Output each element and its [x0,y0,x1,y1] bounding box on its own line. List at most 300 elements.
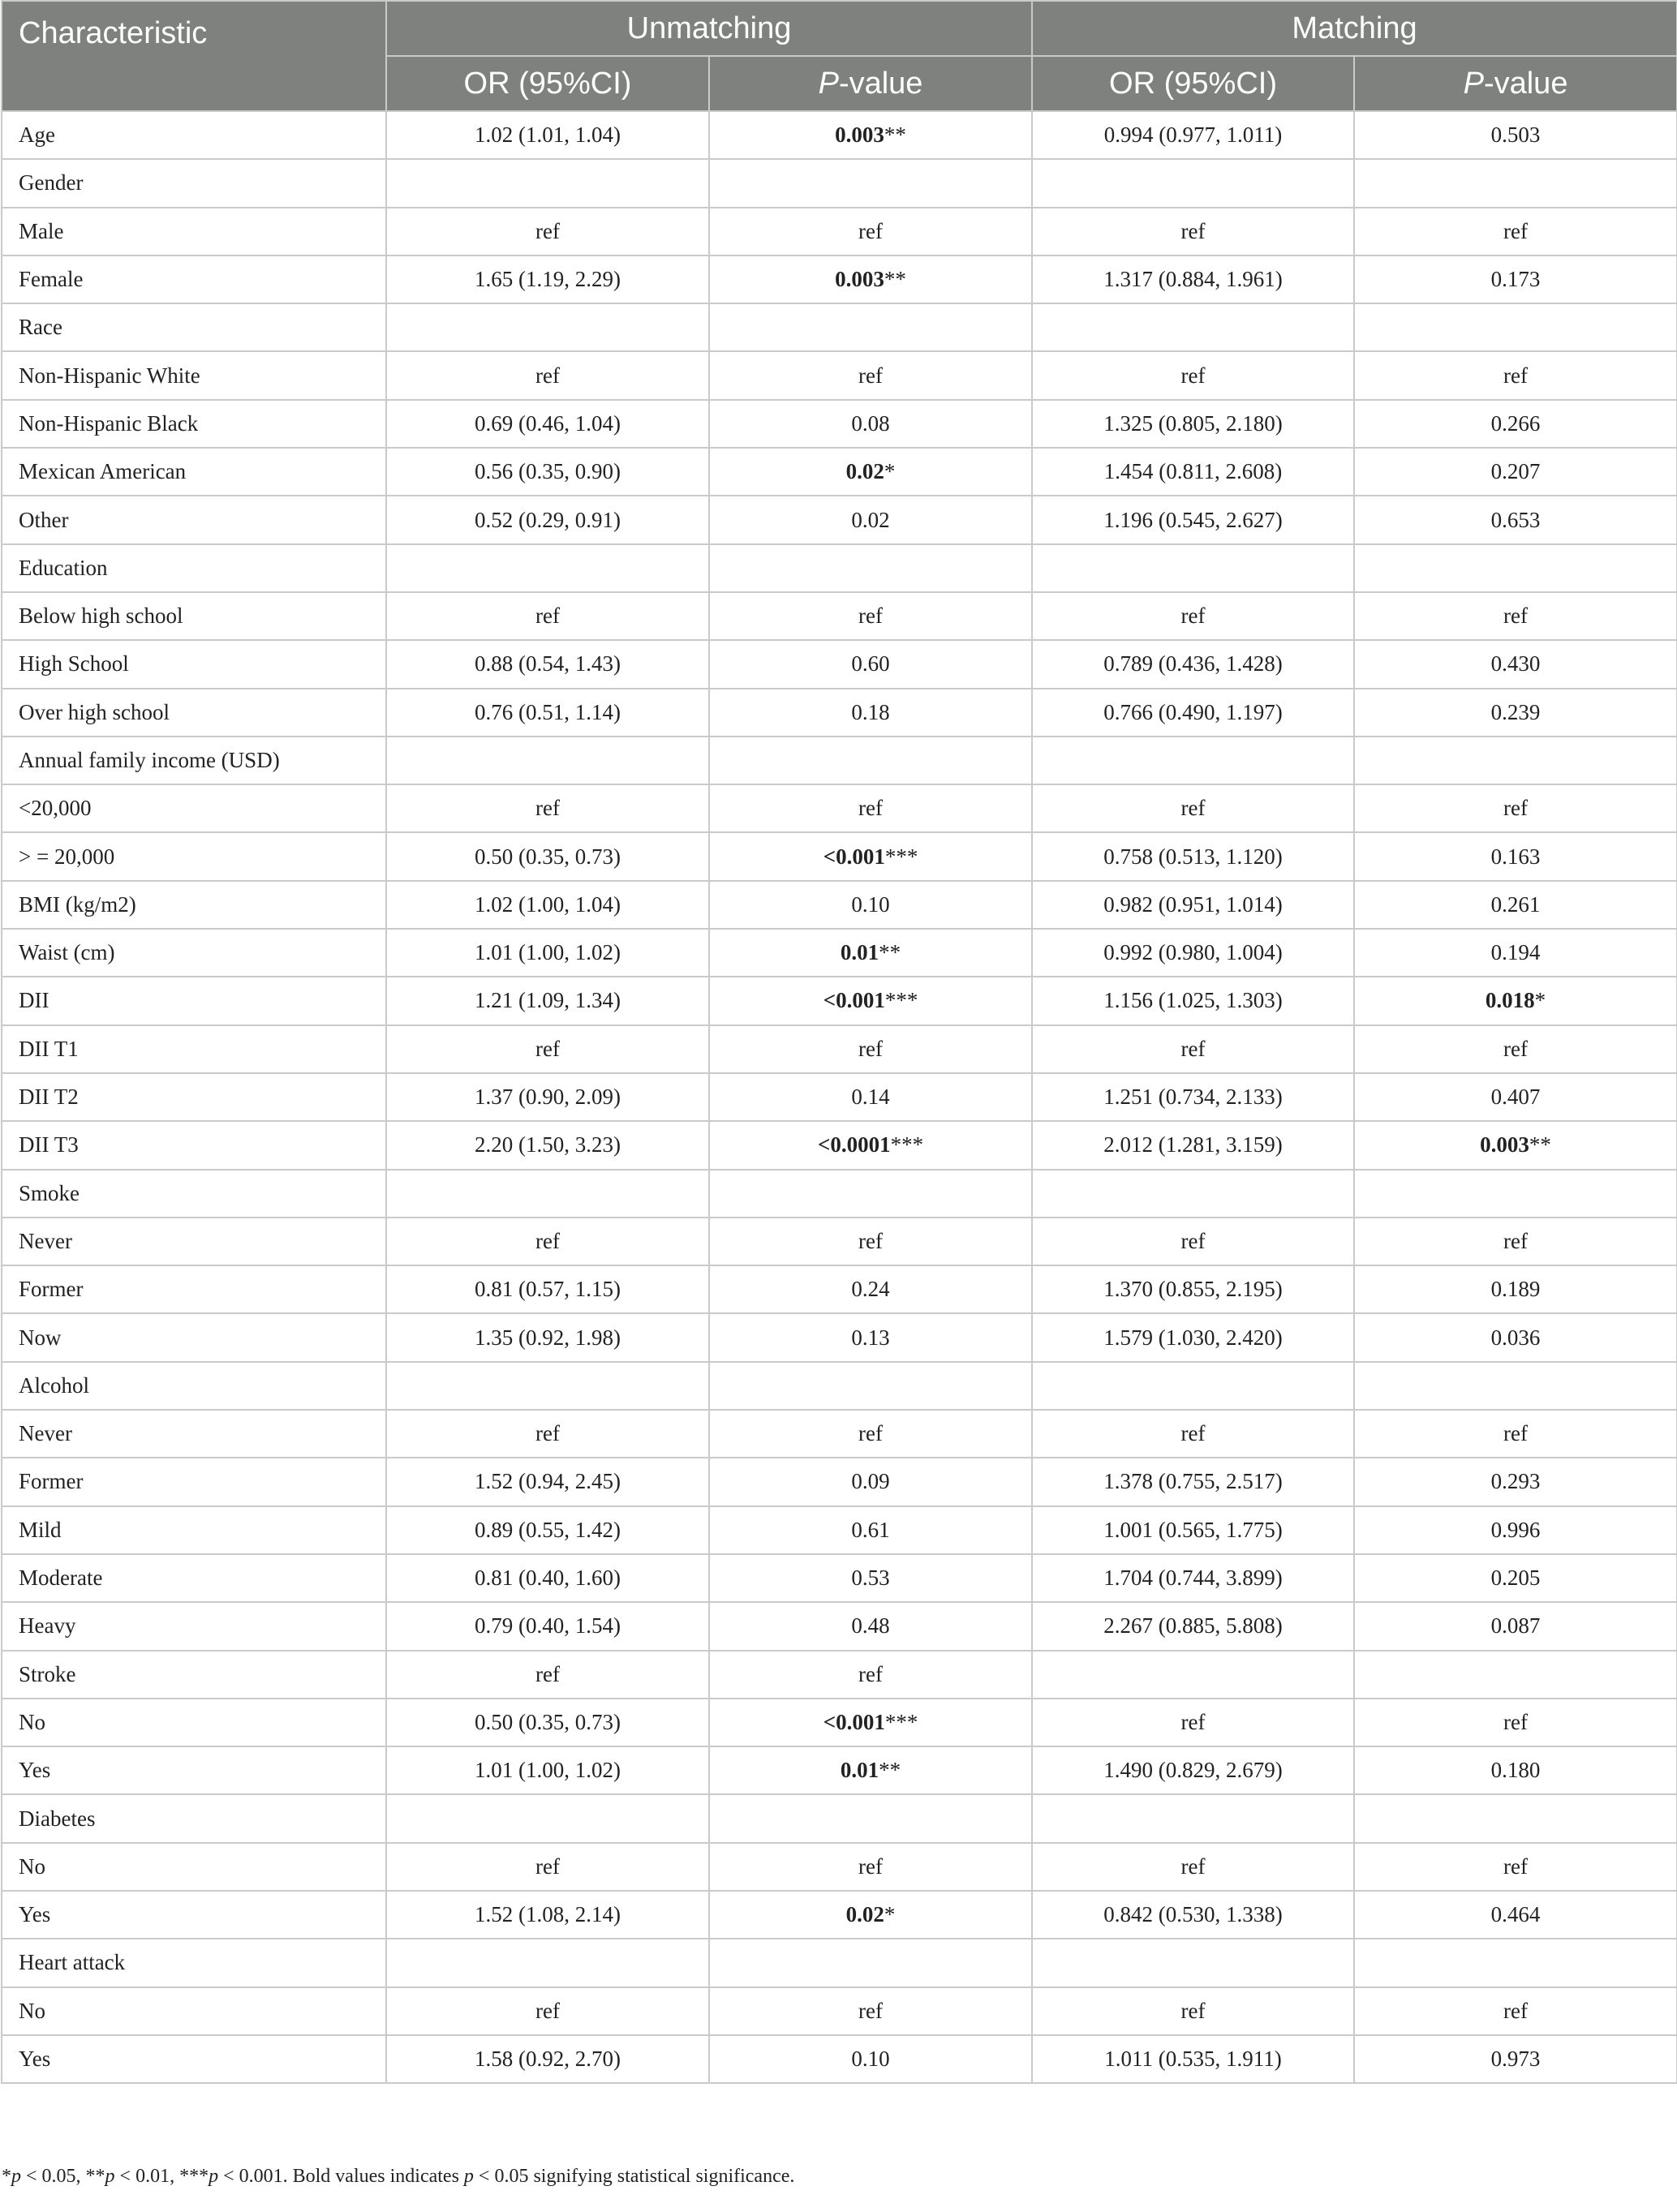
p-value: 0.003 [835,267,884,292]
p-value: 0.02 [845,459,884,484]
matching-p-cell [1354,1218,1677,1265]
characteristic-cell: > = 20,000 [2,832,386,880]
unmatching-p-cell [709,2035,1032,2083]
characteristic-cell: Non-Hispanic White [2,351,386,399]
matching-p-cell [1354,689,1677,737]
table-row [2,689,1677,737]
p-value: 0.180 [1490,1758,1541,1783]
p-value: 0.407 [1490,1085,1541,1110]
p-value: 0.036 [1490,1325,1541,1350]
matching-p-cell [1354,1458,1677,1505]
characteristic-cell: Waist (cm) [2,929,386,977]
matching-p-cell [1354,1313,1677,1361]
matching-or-cell: 0.789 (0.436, 1.428) [1032,640,1354,688]
characteristic-cell: BMI (kg/m2) [2,881,386,929]
unmatching-p-cell [709,496,1032,543]
p-value: 0.53 [851,1566,890,1591]
matching-p-cell [1354,1794,1677,1842]
p-value: 0.996 [1490,1517,1541,1542]
unmatching-p-cell [709,1362,1032,1410]
significance-stars: *** [890,1132,924,1158]
characteristic-cell: Smoke [2,1170,386,1218]
characteristic-cell: No [2,1699,386,1746]
table-row [2,111,1677,159]
unmatching-or-cell [386,1170,709,1218]
table-row [2,1843,1677,1891]
unmatching-or-cell: 0.69 (0.46, 1.04) [386,400,709,448]
characteristic-cell: Yes [2,1891,386,1939]
unmatching-or-cell: 1.02 (1.01, 1.04) [386,111,709,159]
p-value: 0.163 [1490,844,1541,869]
table-row [2,1987,1677,2035]
matching-or-cell: 1.325 (0.805, 2.180) [1032,400,1354,448]
footnote-part: < 0.05 signifying statistical significance. [473,2166,795,2187]
header-p-italic: P [1463,66,1484,101]
p-value: ref [1503,1998,1528,2023]
p-value: <0.0001 [817,1132,891,1158]
characteristic-cell: Age [2,111,386,159]
unmatching-or-cell: 1.21 (1.09, 1.34) [386,977,709,1024]
unmatching-or-cell: 0.89 (0.55, 1.42) [386,1506,709,1554]
p-value: 0.13 [851,1325,890,1350]
table-row [2,208,1677,256]
unmatching-or-cell: ref [386,1987,709,2035]
characteristic-cell: Stroke [2,1651,386,1699]
unmatching-p-cell [709,1025,1032,1073]
footnote-part: p [11,2166,21,2187]
p-value: 0.194 [1490,940,1541,965]
odds-ratio-table [1,0,1677,2084]
matching-p-cell [1354,351,1677,399]
matching-or-cell: ref [1032,1843,1354,1891]
table-row [2,351,1677,399]
characteristic-cell: No [2,1987,386,2035]
table-footnote [0,2166,1677,2188]
table-row [2,832,1677,880]
p-value: 0.24 [851,1277,890,1302]
unmatching-or-cell: 0.81 (0.40, 1.60) [386,1554,709,1602]
p-value: 0.205 [1490,1566,1541,1591]
unmatching-or-cell: ref [386,784,709,832]
unmatching-p-cell [709,737,1032,784]
significance-stars: ** [1529,1132,1551,1158]
unmatching-or-cell [386,303,709,351]
unmatching-p-cell [709,1891,1032,1939]
p-value: 0.003 [835,122,884,148]
table-row [2,448,1677,496]
matching-or-cell: 1.001 (0.565, 1.775) [1032,1506,1354,1554]
p-value: 0.973 [1490,2047,1541,2072]
table-row [2,1458,1677,1505]
p-value: ref [858,1998,883,2023]
unmatching-or-cell: ref [386,1410,709,1458]
characteristic-cell: Below high school [2,592,386,640]
p-value: 0.01 [840,1758,879,1783]
matching-or-cell [1032,303,1354,351]
p-value: ref [1503,796,1528,821]
unmatching-or-cell: 0.50 (0.35, 0.73) [386,1699,709,1746]
table-row [2,1794,1677,1842]
matching-or-cell: ref [1032,351,1354,399]
p-value: 0.02 [851,507,890,532]
characteristic-cell: Yes [2,2035,386,2083]
table-row [2,1939,1677,1987]
matching-or-cell: 1.378 (0.755, 2.517) [1032,1458,1354,1505]
matching-or-cell: 1.251 (0.734, 2.133) [1032,1073,1354,1121]
p-value: 0.239 [1490,699,1541,724]
unmatching-p-cell [709,208,1032,256]
matching-p-cell [1354,592,1677,640]
unmatching-p-cell [709,592,1032,640]
p-value: <0.001 [823,844,885,869]
footnote-part: p [105,2166,115,2187]
matching-p-cell [1354,1746,1677,1794]
unmatching-or-cell [386,1794,709,1842]
characteristic-cell: DII T1 [2,1025,386,1073]
matching-or-cell: ref [1032,592,1354,640]
characteristic-cell: Annual family income (USD) [2,737,386,784]
p-value: ref [1503,218,1528,243]
significance-stars: ** [879,940,901,965]
unmatching-p-cell [709,351,1032,399]
footnote-part: < 0.01, *** [114,2166,209,2187]
characteristic-cell: Heavy [2,1602,386,1650]
p-value: 0.003 [1480,1132,1529,1158]
unmatching-p-cell [709,159,1032,207]
matching-p-cell [1354,737,1677,784]
p-value: ref [1503,603,1528,629]
unmatching-or-cell: 0.88 (0.54, 1.43) [386,640,709,688]
unmatching-p-cell [709,1794,1032,1842]
unmatching-or-cell: ref [386,1218,709,1265]
unmatching-p-cell [709,1458,1032,1505]
table-row [2,1265,1677,1313]
matching-p-cell [1354,640,1677,688]
unmatching-p-cell [709,1313,1032,1361]
unmatching-or-cell: 0.76 (0.51, 1.14) [386,689,709,737]
unmatching-p-cell [709,1746,1032,1794]
table-body [2,111,1677,2083]
characteristic-cell: DII T3 [2,1121,386,1169]
p-value: 0.01 [840,940,879,965]
table-row [2,737,1677,784]
table-header [2,1,1677,111]
table-row [2,1554,1677,1602]
unmatching-or-cell: 1.58 (0.92, 2.70) [386,2035,709,2083]
unmatching-or-cell: ref [386,1025,709,1073]
significance-stars: *** [884,988,918,1013]
unmatching-or-cell: 1.65 (1.19, 2.29) [386,256,709,303]
table-row [2,1218,1677,1265]
characteristic-cell: Alcohol [2,1362,386,1410]
matching-or-cell: 0.982 (0.951, 1.014) [1032,881,1354,929]
unmatching-p-cell [709,1843,1032,1891]
matching-or-cell: ref [1032,208,1354,256]
unmatching-or-cell: ref [386,1651,709,1699]
p-value: ref [858,796,883,821]
table-row [2,1121,1677,1169]
p-value: 0.10 [851,891,890,917]
p-value: 0.173 [1490,267,1541,292]
p-value: ref [1503,363,1528,388]
table-row [2,1073,1677,1121]
unmatching-p-cell [709,689,1032,737]
p-value: ref [858,1421,883,1446]
matching-or-cell: 0.758 (0.513, 1.120) [1032,832,1354,880]
unmatching-p-cell [709,784,1032,832]
matching-p-cell [1354,784,1677,832]
footnote-part: p [463,2166,474,2187]
p-value: 0.261 [1490,891,1541,917]
matching-p-cell [1354,929,1677,977]
characteristic-cell: Heart attack [2,1939,386,1987]
p-value: 0.087 [1490,1613,1541,1639]
header-p-italic: P [818,66,839,101]
p-value: 0.18 [851,699,890,724]
matching-p-cell [1354,1891,1677,1939]
unmatching-p-cell [709,929,1032,977]
characteristic-cell: <20,000 [2,784,386,832]
matching-or-cell: 1.317 (0.884, 1.961) [1032,256,1354,303]
matching-p-cell [1354,1699,1677,1746]
matching-p-cell [1354,1651,1677,1699]
p-value: ref [858,1661,883,1686]
table-row [2,303,1677,351]
characteristic-cell: Non-Hispanic Black [2,400,386,448]
characteristic-cell: Education [2,544,386,592]
matching-p-cell [1354,303,1677,351]
matching-p-cell [1354,1265,1677,1313]
unmatching-p-cell [709,832,1032,880]
p-value: 0.08 [851,410,890,436]
header-matching-p [1354,56,1677,111]
matching-p-cell [1354,1843,1677,1891]
table-row [2,1170,1677,1218]
p-value: 0.464 [1490,1902,1541,1927]
p-value: 0.293 [1490,1469,1541,1494]
p-value: 0.189 [1490,1277,1541,1302]
matching-or-cell: 0.766 (0.490, 1.197) [1032,689,1354,737]
unmatching-or-cell: 2.20 (1.50, 3.23) [386,1121,709,1169]
p-value: 0.02 [845,1902,884,1927]
unmatching-p-cell [709,448,1032,496]
table-row [2,1410,1677,1458]
matching-or-cell: ref [1032,784,1354,832]
p-value: 0.018 [1485,988,1535,1013]
p-value: 0.10 [851,2047,890,2072]
matching-p-cell [1354,2035,1677,2083]
footnote-part: < 0.001. Bold values indicates [218,2166,464,2187]
matching-p-cell [1354,1939,1677,1987]
characteristic-cell: Other [2,496,386,543]
characteristic-cell: Never [2,1410,386,1458]
unmatching-p-cell [709,1699,1032,1746]
table-row [2,1313,1677,1361]
matching-or-cell: ref [1032,1025,1354,1073]
unmatching-p-cell [709,400,1032,448]
table-row [2,592,1677,640]
matching-p-cell [1354,1025,1677,1073]
unmatching-or-cell: 0.81 (0.57, 1.15) [386,1265,709,1313]
table-row [2,1362,1677,1410]
characteristic-cell: Yes [2,1746,386,1794]
significance-stars: * [1534,988,1546,1013]
table-row [2,1746,1677,1794]
p-value: ref [1503,1709,1528,1734]
unmatching-p-cell [709,1265,1032,1313]
matching-or-cell [1032,1170,1354,1218]
header-row-groups [2,1,1677,56]
unmatching-p-cell [709,640,1032,688]
p-value: 0.653 [1490,507,1541,532]
unmatching-p-cell [709,1602,1032,1650]
unmatching-or-cell: 0.56 (0.35, 0.90) [386,448,709,496]
table-row [2,1651,1677,1699]
matching-or-cell: ref [1032,1699,1354,1746]
matching-or-cell [1032,1939,1354,1987]
matching-or-cell: 1.196 (0.545, 2.627) [1032,496,1354,543]
header-unmatching: Unmatching [386,1,1032,56]
header-p-rest: -value [1483,66,1568,101]
unmatching-p-cell [709,1651,1032,1699]
characteristic-cell: Never [2,1218,386,1265]
unmatching-p-cell [709,303,1032,351]
unmatching-or-cell: ref [386,208,709,256]
matching-p-cell [1354,1170,1677,1218]
characteristic-cell: Former [2,1265,386,1313]
unmatching-or-cell: 1.01 (1.00, 1.02) [386,929,709,977]
matching-or-cell: 1.370 (0.855, 2.195) [1032,1265,1354,1313]
matching-or-cell [1032,544,1354,592]
significance-stars: * [884,459,896,484]
matching-p-cell [1354,159,1677,207]
matching-or-cell [1032,737,1354,784]
matching-p-cell [1354,256,1677,303]
characteristic-cell: Diabetes [2,1794,386,1842]
unmatching-p-cell [709,881,1032,929]
characteristic-cell: DII [2,977,386,1024]
matching-or-cell: 1.011 (0.535, 1.911) [1032,2035,1354,2083]
footnote-part: p [209,2166,219,2187]
table-row [2,1699,1677,1746]
matching-or-cell: 0.992 (0.980, 1.004) [1032,929,1354,977]
matching-or-cell: 1.490 (0.829, 2.679) [1032,1746,1354,1794]
table-row [2,784,1677,832]
matching-or-cell: 1.704 (0.744, 3.899) [1032,1554,1354,1602]
unmatching-or-cell: 1.37 (0.90, 2.09) [386,1073,709,1121]
unmatching-or-cell: 1.52 (1.08, 2.14) [386,1891,709,1939]
p-value: 0.48 [851,1613,890,1639]
p-value: ref [1503,1228,1528,1253]
unmatching-p-cell [709,544,1032,592]
unmatching-p-cell [709,256,1032,303]
header-characteristic: Characteristic [2,1,386,111]
unmatching-p-cell [709,1073,1032,1121]
matching-or-cell [1032,1362,1354,1410]
characteristic-cell: High School [2,640,386,688]
matching-or-cell: 1.454 (0.811, 2.608) [1032,448,1354,496]
header-p-rest: -value [838,66,923,101]
matching-or-cell: ref [1032,1410,1354,1458]
table-row [2,1891,1677,1939]
p-value: 0.430 [1490,651,1541,676]
matching-p-cell [1354,977,1677,1024]
header-matching: Matching [1032,1,1677,56]
unmatching-or-cell: 1.35 (0.92, 1.98) [386,1313,709,1361]
significance-stars: ** [884,122,906,148]
table-row [2,929,1677,977]
matching-or-cell: 1.579 (1.030, 2.420) [1032,1313,1354,1361]
header-matching-or: OR (95%CI) [1032,56,1354,111]
matching-p-cell [1354,1121,1677,1169]
significance-stars: *** [884,844,918,869]
p-value: ref [1503,1853,1528,1879]
matching-p-cell [1354,1602,1677,1650]
matching-p-cell [1354,832,1677,880]
unmatching-or-cell: 0.50 (0.35, 0.73) [386,832,709,880]
table-row [2,977,1677,1024]
matching-p-cell [1354,1362,1677,1410]
matching-p-cell [1354,448,1677,496]
unmatching-or-cell: 1.52 (0.94, 2.45) [386,1458,709,1505]
characteristic-cell: Female [2,256,386,303]
unmatching-p-cell [709,977,1032,1024]
characteristic-cell: DII T2 [2,1073,386,1121]
p-value: 0.503 [1490,122,1541,148]
p-value: 0.14 [851,1085,890,1110]
characteristic-cell: Now [2,1313,386,1361]
p-value: ref [858,218,883,243]
p-value: 0.09 [851,1469,890,1494]
matching-or-cell: 2.267 (0.885, 5.808) [1032,1602,1354,1650]
unmatching-p-cell [709,1939,1032,1987]
p-value: ref [1503,1036,1528,1061]
matching-or-cell: ref [1032,1218,1354,1265]
characteristic-cell: Former [2,1458,386,1505]
footnote-part: < 0.05, ** [21,2166,105,2187]
p-value: ref [858,1228,883,1253]
matching-or-cell: ref [1032,1987,1354,2035]
table-row [2,496,1677,543]
unmatching-or-cell [386,737,709,784]
table-row [2,2035,1677,2083]
characteristic-cell: No [2,1843,386,1891]
unmatching-or-cell [386,544,709,592]
unmatching-or-cell: 1.01 (1.00, 1.02) [386,1746,709,1794]
p-value: ref [1503,1421,1528,1446]
unmatching-p-cell [709,111,1032,159]
unmatching-or-cell: 0.52 (0.29, 0.91) [386,496,709,543]
matching-p-cell [1354,881,1677,929]
unmatching-or-cell: 1.02 (1.00, 1.04) [386,881,709,929]
unmatching-p-cell [709,1218,1032,1265]
table-row [2,1025,1677,1073]
characteristic-cell: Race [2,303,386,351]
matching-p-cell [1354,1410,1677,1458]
matching-p-cell [1354,1987,1677,2035]
table-row [2,159,1677,207]
matching-or-cell [1032,1794,1354,1842]
matching-or-cell: 0.994 (0.977, 1.011) [1032,111,1354,159]
p-value: 0.207 [1490,459,1541,484]
matching-p-cell [1354,496,1677,543]
p-value: 0.61 [851,1517,890,1542]
matching-p-cell [1354,400,1677,448]
header-unmatching-p [709,56,1032,111]
unmatching-p-cell [709,1506,1032,1554]
characteristic-cell: Mild [2,1506,386,1554]
matching-or-cell [1032,159,1354,207]
